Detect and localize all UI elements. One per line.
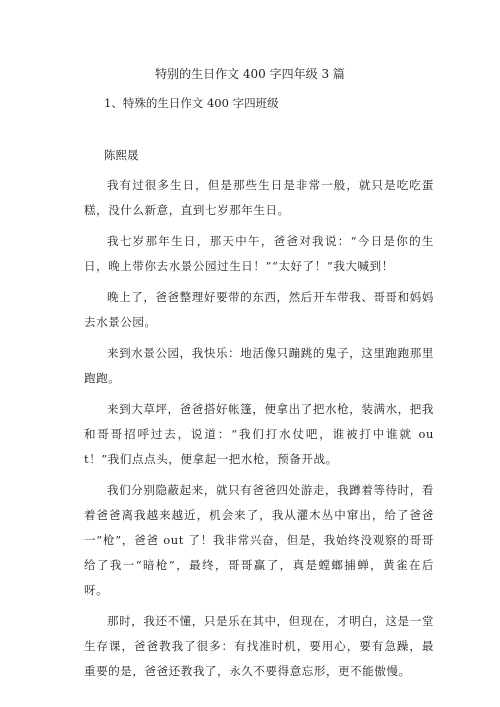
- essay-body: [84, 173, 434, 690]
- paragraph: 晚上了，爸爸整理好要带的东西，然后开车带我、哥哥和妈妈去水景公园。: [84, 290, 434, 329]
- paragraph: 我七岁那年生日，那天中午，爸爸对我说：“今日是你的生日，晚上带你去水景公园过生日！”“太好了！”我大喊到！: [84, 234, 434, 273]
- paragraph: 我们分别隐蔽起来，就只有爸爸四处游走，我蹲着等待时，看着爸爸离我越来越近，机会来了，我从灌木丛中窜出，给了爸爸一“枪”，爸爸 out 了！我非常兴奋，但是，我始终没观察的哥哥给了我一“暗枪”，最终，哥哥赢了，真是螳螂捕蝉，黄雀在后呀。: [84, 483, 434, 597]
- paragraph: 来到水景公园，我快乐：地活像只蹦跳的鬼子，这里跑跑那里跑跑。: [84, 346, 434, 385]
- paragraph: 我有过很多生日，但是那些生日是非常一般，就只是吃吃蛋糕，没什么新意，直到七岁那年生日。: [84, 178, 434, 217]
- section-heading: 1、特殊的生日作文 400 字四班级: [104, 96, 279, 110]
- paragraph: 来到大草坪，爸爸搭好帐篷，便拿出了把水枪，装满水，把我和哥哥招呼过去，说道：“我们打水仗吧，谁被打中谁就 out！”我们点点头，便拿起一把水枪，预备开战。: [84, 402, 434, 466]
- author-name: 陈熙晟: [104, 148, 139, 162]
- document-title: 特别的生日作文 400 字四年级 3 篇: [155, 67, 345, 81]
- paragraph: 那时，我还不懂，只是乐在其中，但现在，才明白，这是一堂生存课，爸爸教我了很多：有找准时机，要用心，要有急躁，最重要的是，爸爸还教我了，永久不要得意忘形，更不能傲慢。: [84, 614, 434, 678]
